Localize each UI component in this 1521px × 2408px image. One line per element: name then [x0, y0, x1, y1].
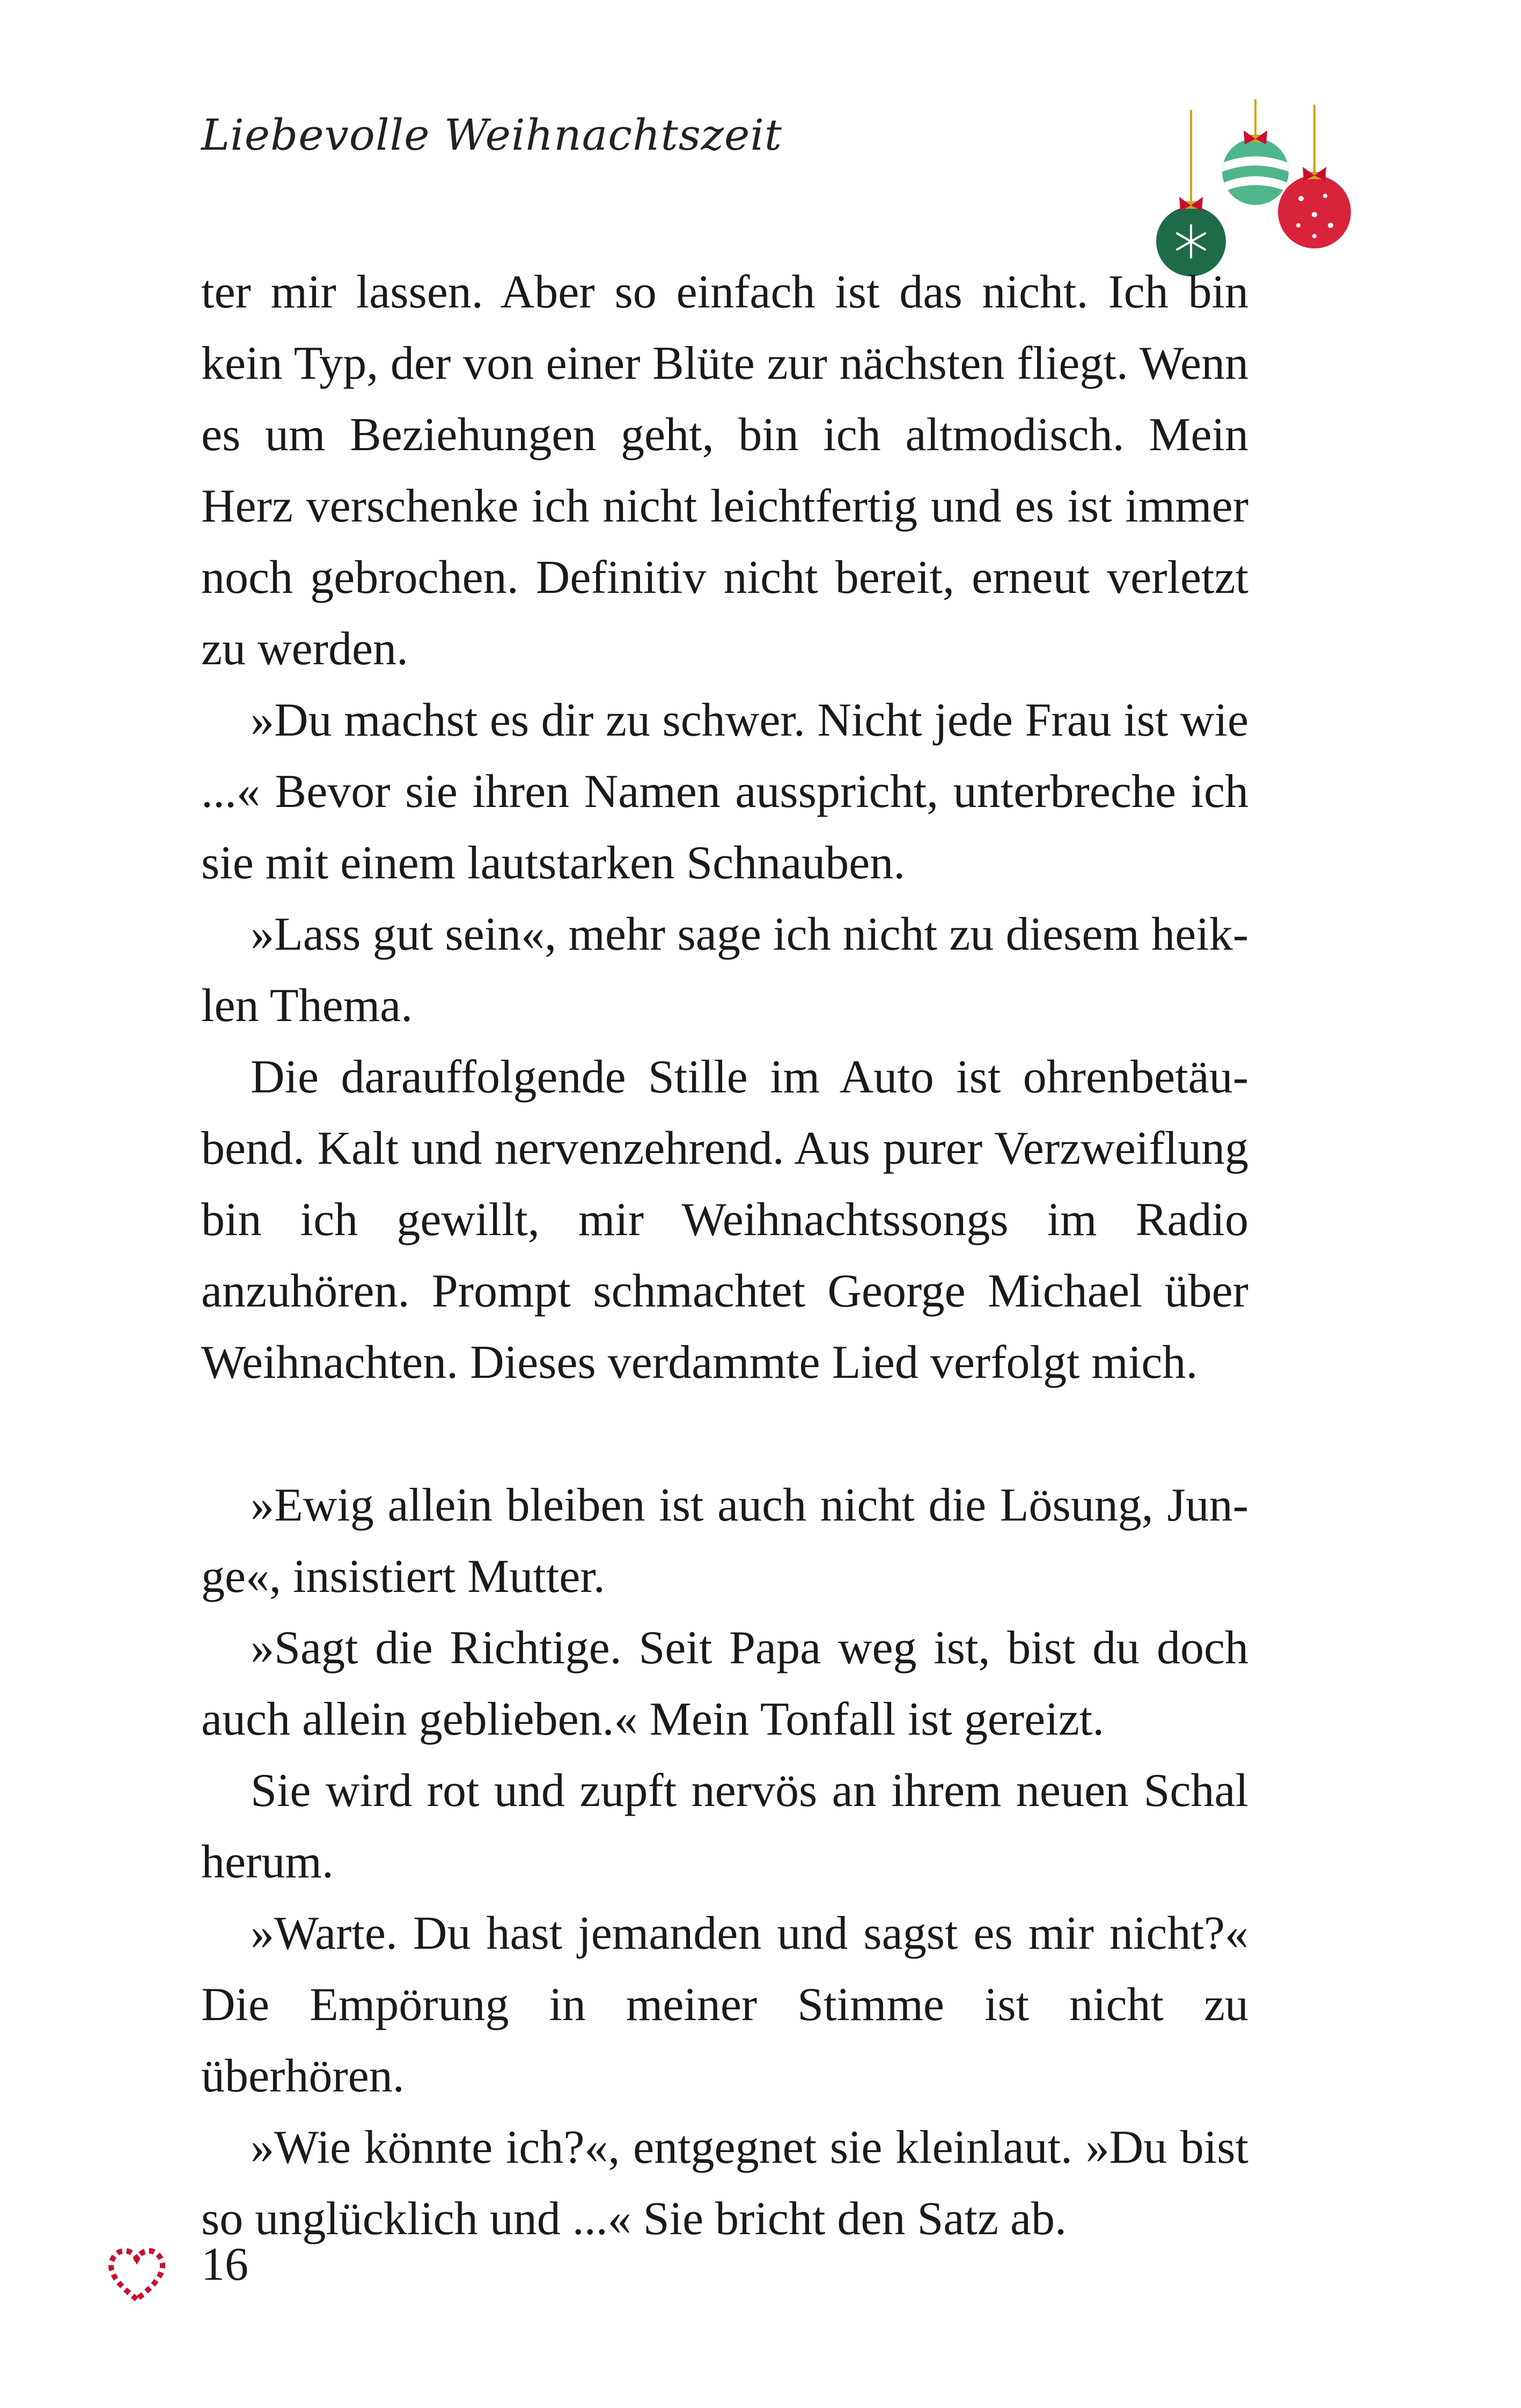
- paragraph-9: »Wie könnte ich?«, entgegnet sie kleinlaut. »Du bist so unglücklich und ...« Sie bricht den Satz ab.: [201, 2121, 1248, 2245]
- paragraph-7: Sie wird rot und zupft nervös an ihrem neuen Schal herum.: [201, 1765, 1248, 1888]
- paragraph-8: »Warte. Du hast jemanden und sagst es mir nicht?« Die Empörung in meiner Stimme ist nicht zu überhören.: [201, 1907, 1248, 2102]
- christmas-baubles-icon: [1137, 99, 1363, 276]
- paragraph-2: »Du machst es dir zu schwer. Nicht jede Frau ist wie ...« Bevor sie ihren Namen ausspricht, unterbreche ich sie mit einem lautstarken Schnauben.: [201, 694, 1248, 889]
- page-number: 16: [201, 2238, 248, 2290]
- paragraph-5: »Ewig allein bleiben ist auch nicht die Lösung, Junge«, insistiert Mutter.: [201, 1479, 1248, 1603]
- running-header-title: Liebevolle Weihnachtszeit: [201, 110, 783, 160]
- body-text: [201, 256, 1248, 2255]
- scene-break: [201, 1398, 1248, 1470]
- paragraph-3: »Lass gut sein«, mehr sage ich nicht zu diesem heiklen Thema.: [201, 908, 1248, 1032]
- paragraph-4: Die darauffolgende Stille im Auto ist ohrenbetäubend. Kalt und nervenzehrend. Aus purer Verzweiflung bin ich gewillt, mir Weihnachtssongs im Radio anzuhören. Prompt schmachtet George Michael über Weihnachten. Dieses verdammte Lied verfolgt mich.: [201, 1051, 1248, 1389]
- candy-cane-heart-icon: [105, 2240, 169, 2304]
- paragraph-1: ter mir lassen. Aber so einfach ist das nicht. Ich bin kein Typ, der von einer Blüte zur nächsten fliegt. Wenn es um Beziehungen geht, bin ich altmodisch. Mein Herz verschenke ich nicht leichtfertig und es ist immer noch gebrochen. Definitiv nicht bereit, erneut verletzt zu werden.: [201, 266, 1248, 675]
- paragraph-6: »Sagt die Richtige. Seit Papa weg ist, bist du doch auch allein geblieben.« Mein Tonfall ist gereizt.: [201, 1622, 1248, 1745]
